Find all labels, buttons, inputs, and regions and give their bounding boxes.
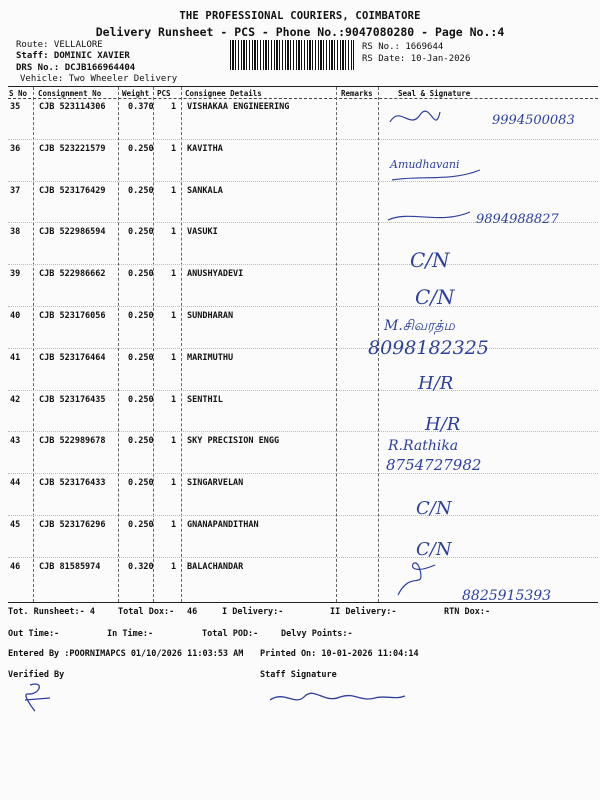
handwriting-36: Amudhavani	[390, 158, 460, 171]
row-sno: 38	[10, 227, 21, 238]
col-remarks: Remarks	[341, 89, 373, 98]
row-sno: 35	[10, 102, 21, 112]
row-pcs: 1	[171, 478, 177, 489]
row-weight: 0.250	[128, 269, 154, 280]
in-time: In Time:-	[107, 629, 154, 639]
tot-runsheet: Tot. Runsheet:- 4	[8, 607, 95, 617]
row-pcs: 1	[171, 227, 177, 238]
i-delivery: I Delivery:-	[222, 607, 284, 617]
row-sno: 46	[10, 561, 21, 572]
row-pcs: 1	[171, 520, 177, 530]
handwriting-37: 9894988827	[476, 212, 559, 227]
handwriting-38: C/N	[410, 248, 450, 272]
handwriting-46: 8825915393	[462, 588, 552, 604]
rs-number: RS No.: 1669644	[362, 42, 444, 52]
row-weight: 0.370	[128, 102, 154, 112]
row-pcs: 1	[171, 352, 177, 363]
row-weight: 0.250	[128, 227, 154, 238]
col-seal-signature: Seal & Signature	[398, 89, 471, 98]
total-dox-value: 46	[187, 607, 198, 617]
row-sno: 44	[10, 478, 21, 489]
row-weight: 0.250	[128, 394, 154, 405]
staff-label: Staff: DOMINIC XAVIER	[16, 51, 130, 61]
row-consignee: SANKALA	[187, 185, 223, 196]
col-sep	[33, 87, 34, 602]
drs-number: DRS No.: DCJB166964404	[16, 63, 136, 73]
row-consignee: SKY PRECISION ENGG	[187, 436, 280, 447]
company-title: THE PROFESSIONAL COURIERS, COIMBATORE	[179, 10, 421, 22]
col-consignee: Consignee Details	[185, 89, 262, 98]
row-sno: 43	[10, 436, 21, 447]
handwriting-39: C/N	[415, 285, 455, 309]
row-consignment: CJB 523176464	[39, 352, 106, 363]
table-top-rule	[8, 86, 598, 87]
row-consignment: CJB 523176056	[39, 311, 106, 321]
row-consignee: MARIMUTHU	[187, 352, 234, 363]
table-bottom-rule	[8, 602, 598, 603]
row-sno: 45	[10, 520, 21, 530]
staff-signature-label: Staff Signature	[260, 670, 337, 680]
row-consignee: SUNDHARAN	[187, 311, 234, 321]
row-pcs: 1	[171, 311, 177, 321]
row-weight: 0.250	[128, 352, 154, 363]
col-pcs: PCS	[157, 89, 171, 98]
signature-35	[390, 111, 440, 122]
handwriting-40: 8098182325	[368, 337, 489, 359]
entered-by: Entered By :POORNIMAPCS 01/10/2026 11:03:53 AM	[8, 649, 244, 659]
ii-delivery: II Delivery:-	[330, 607, 397, 617]
handwriting-40-name: M.சிவரத்ம	[384, 318, 455, 334]
row-consignee: SINGARVELAN	[187, 478, 244, 489]
row-consignment: CJB 523176435	[39, 394, 106, 405]
row-sno: 37	[10, 185, 21, 196]
row-weight: 0.250	[128, 185, 154, 196]
total-pod: Total POD:-	[202, 629, 259, 639]
route-label: Route: VELLALORE	[16, 40, 103, 50]
row-pcs: 1	[171, 269, 177, 280]
barcode-image	[230, 40, 354, 70]
col-consignment: Consignment No	[38, 89, 102, 98]
row-pcs: 1	[171, 102, 177, 112]
row-weight: 0.250	[128, 436, 154, 447]
delvy-points: Delvy Points:-	[281, 629, 353, 639]
row-consignment: CJB 522989678	[39, 436, 106, 447]
row-consignment: CJB 81585974	[39, 561, 101, 572]
row-consignee: SENTHIL	[187, 394, 223, 405]
row-consignee: BALACHANDAR	[187, 561, 244, 572]
row-weight: 0.250	[128, 143, 154, 154]
row-sno: 41	[10, 352, 21, 363]
col-sep	[181, 87, 182, 602]
row-pcs: 1	[171, 185, 177, 196]
handwriting-41: H/R	[418, 373, 454, 394]
handwriting-44: C/N	[416, 498, 452, 519]
row-sno: 40	[10, 311, 21, 321]
row-consignee: VASUKI	[187, 227, 218, 238]
vehicle-label: Vehicle: Two Wheeler Delivery	[20, 74, 178, 84]
row-consignment: CJB 523176296	[39, 520, 106, 530]
handwriting-43-name: R.Rathika	[388, 438, 459, 454]
row-consignment: CJB 523176433	[39, 478, 106, 489]
rtn-dox: RTN Dox:-	[444, 607, 491, 617]
verified-by: Verified By	[8, 670, 65, 680]
out-time: Out Time:-	[8, 629, 60, 639]
signature-46	[398, 563, 435, 595]
col-sno: S No	[9, 89, 28, 98]
row-sno: 42	[10, 394, 21, 405]
row-weight: 0.320	[128, 561, 154, 572]
total-dox-label: Total Dox:-	[118, 607, 175, 617]
table-header-rule	[8, 98, 598, 99]
printed-on: Printed On: 10-01-2026 11:04:14	[260, 649, 419, 659]
row-consignment: CJB 522986662	[39, 269, 106, 280]
rs-date: RS Date: 10-Jan-2026	[362, 54, 471, 64]
row-consignment: CJB 523114306	[39, 102, 106, 112]
signature-36	[392, 170, 480, 180]
handwriting-42: H/R	[425, 414, 461, 435]
signature-37	[388, 212, 470, 220]
row-consignment: CJB 523176429	[39, 185, 106, 196]
row-consignment: CJB 523221579	[39, 143, 106, 154]
row-pcs: 1	[171, 394, 177, 405]
row-weight: 0.250	[128, 520, 154, 530]
verified-signature-image	[20, 680, 60, 718]
row-weight: 0.250	[128, 311, 154, 321]
col-sep	[336, 87, 337, 602]
row-weight: 0.250	[128, 478, 154, 489]
row-consignee: ANUSHYADEVI	[187, 269, 244, 280]
staff-signature-image	[265, 682, 415, 712]
row-pcs: 1	[171, 143, 177, 154]
handwriting-35: 9994500083	[492, 113, 575, 128]
row-consignment: CJB 522986594	[39, 227, 106, 238]
row-pcs: 1	[171, 436, 177, 447]
runsheet-subtitle: Delivery Runsheet - PCS - Phone No.:9047080280 - Page No.:4	[95, 25, 505, 39]
handwriting-43: 8754727982	[386, 456, 482, 474]
row-sno: 39	[10, 269, 21, 280]
row-consignee: KAVITHA	[187, 143, 223, 154]
row-consignee: VISHAKAA ENGINEERING	[187, 102, 290, 112]
row-pcs: 1	[171, 561, 177, 572]
col-weight: Weight	[122, 89, 150, 98]
row-consignee: GNANAPANDITHAN	[187, 520, 259, 530]
col-sep	[118, 87, 119, 602]
row-sno: 36	[10, 143, 21, 154]
handwriting-45: C/N	[416, 539, 452, 560]
